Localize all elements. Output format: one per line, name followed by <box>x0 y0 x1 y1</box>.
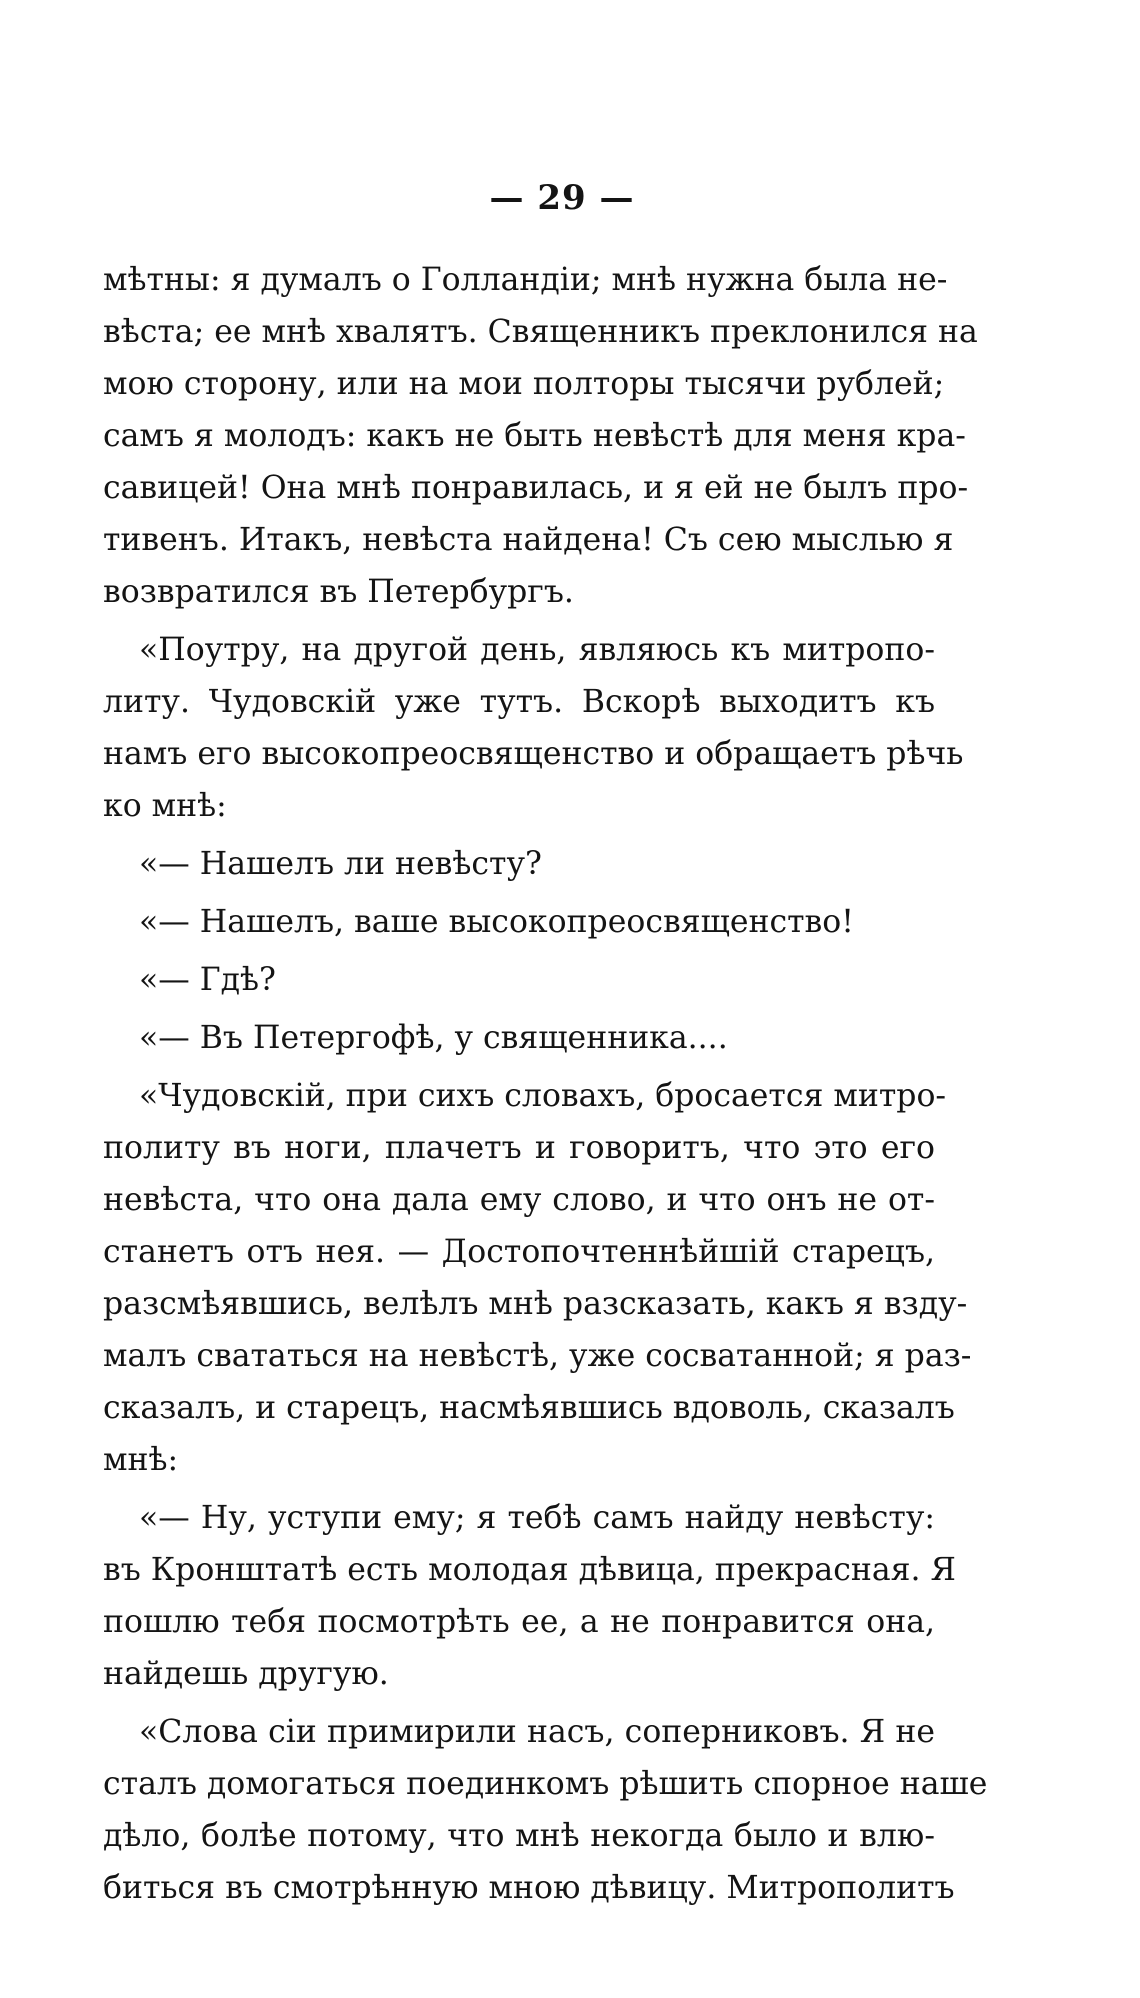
text-line: станетъ отъ нея. — Достопочтеннѣйшій старецъ, <box>103 1234 935 1270</box>
text-line: невѣста, что она дала ему слово, и что онъ не от- <box>103 1182 935 1218</box>
text-line: «Поутру, на другой день, являюсь къ митропо- <box>139 632 935 668</box>
text-line: мою сторону, или на мои полторы тысячи рублей; <box>103 366 945 402</box>
text-line: разсмѣявшись, велѣлъ мнѣ разсказать, какъ я взду- <box>103 1286 968 1322</box>
text-line: «— Нашелъ, ваше высокопреосвященство! <box>139 904 854 940</box>
text-line: ко мнѣ: <box>103 788 227 824</box>
dialogue-line <box>103 896 935 948</box>
dialogue-line <box>103 838 935 890</box>
text-line: дѣло, болѣе потому, что мнѣ некогда было и влю- <box>103 1818 935 1854</box>
paragraph <box>103 624 964 832</box>
page-number: — 29 — <box>489 178 635 218</box>
paragraph <box>103 1706 988 1914</box>
text-line: тивенъ. Итакъ, невѣста найдена! Съ сею мыслью я <box>103 522 954 558</box>
text-line: сталъ домогаться поединкомъ рѣшить спорное наше <box>103 1766 988 1802</box>
text-line: литу. Чудовскій уже тутъ. Вскорѣ выходитъ къ <box>103 684 935 720</box>
text-line: малъ свататься на невѣстѣ, уже сосватанной; я раз- <box>103 1338 972 1374</box>
paragraph <box>103 1070 972 1486</box>
text-line: въ Кронштатѣ есть молодая дѣвица, прекрасная. Я <box>103 1552 956 1588</box>
paragraph <box>103 254 978 618</box>
text-line: найдешь другую. <box>103 1656 389 1692</box>
text-line: «Чудовскій, при сихъ словахъ, бросается митро- <box>139 1078 947 1114</box>
text-line: возвратился въ Петербургъ. <box>103 574 574 610</box>
text-line: намъ его высокопреосвященство и обращаетъ рѣчь <box>103 736 964 772</box>
text-line: савицей! Она мнѣ понравилась, и я ей не былъ про- <box>103 470 969 506</box>
text-line: пошлю тебя посмотрѣть ее, а не понравится она, <box>103 1604 935 1640</box>
dialogue-line <box>103 954 935 1006</box>
text-line: сказалъ, и старецъ, насмѣявшись вдоволь, сказалъ <box>103 1390 955 1426</box>
text-line: политу въ ноги, плачетъ и говоритъ, что это его <box>103 1130 935 1166</box>
text-line: мѣтны: я думалъ о Голландіи; мнѣ нужна была не- <box>103 262 948 298</box>
text-line: «— Гдѣ? <box>139 962 276 998</box>
text-line: «— Ну, уступи ему; я тебѣ самъ найду невѣсту: <box>139 1500 935 1536</box>
text-line: «— Нашелъ ли невѣсту? <box>139 846 542 882</box>
dialogue-line <box>103 1012 935 1064</box>
dialogue-line <box>103 1492 956 1700</box>
text-line: вѣста; ее мнѣ хвалятъ. Священникъ преклонился на <box>103 314 978 350</box>
text-line: биться въ смотрѣнную мною дѣвицу. Митрополитъ <box>103 1870 955 1906</box>
text-line: самъ я молодъ: какъ не быть невѣстѣ для меня кра- <box>103 418 966 454</box>
text-line: мнѣ: <box>103 1442 179 1478</box>
text-line: «Слова сіи примирили насъ, соперниковъ. Я не <box>139 1714 935 1750</box>
body-text <box>103 254 988 1914</box>
text-line: «— Въ Петергофѣ, у священника.... <box>139 1020 728 1056</box>
